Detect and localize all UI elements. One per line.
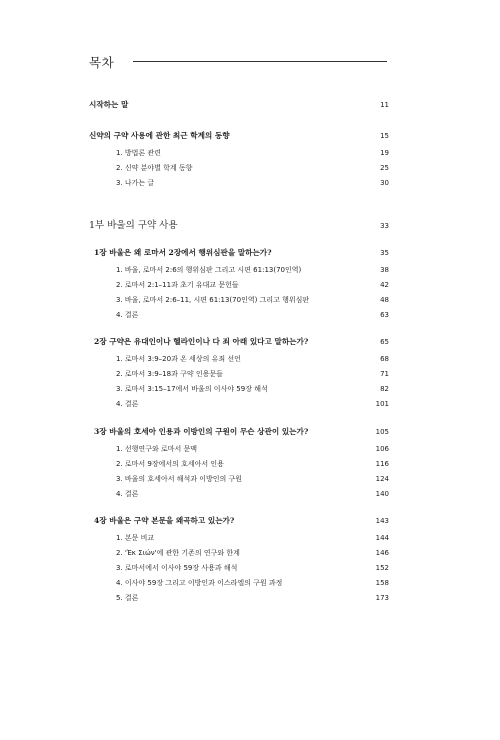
entry-label: 2. 'Ἐκ Σιών'에 관한 기존의 연구와 한계: [116, 549, 240, 557]
toc-subentry[interactable]: [116, 310, 389, 324]
entry-page: 68: [380, 355, 389, 363]
toc-subentry[interactable]: [116, 548, 389, 562]
entry-page: 65: [380, 338, 389, 346]
toc-subentry[interactable]: [116, 444, 389, 458]
toc-subentry[interactable]: [116, 178, 389, 192]
toc-entry-intro[interactable]: [89, 99, 389, 113]
toc-subentry[interactable]: [116, 593, 389, 607]
toc-subentry[interactable]: [116, 354, 389, 368]
toc-chapter-3[interactable]: [94, 426, 389, 440]
toc-subentry[interactable]: [116, 369, 389, 383]
entry-page: 30: [380, 179, 389, 187]
entry-page: 146: [375, 549, 389, 557]
entry-page: 19: [380, 149, 389, 157]
toc-subentry[interactable]: [116, 148, 389, 162]
entry-label: 2. 로마서 9장에서의 호세아서 인용: [116, 460, 224, 468]
entry-page: 42: [380, 281, 389, 289]
entry-label: 1. 바울, 로마서 2:6의 행위심판 그리고 시편 61:13(70인역): [116, 266, 302, 274]
entry-page: 38: [380, 266, 389, 274]
toc-title: 목차: [89, 55, 115, 70]
entry-label: 2. 로마서 3:9–18과 구약 인용문들: [116, 370, 223, 378]
entry-page: 48: [380, 296, 389, 304]
toc-subentry[interactable]: [116, 578, 389, 592]
entry-page: 124: [375, 475, 389, 483]
entry-page: 106: [375, 445, 389, 453]
title-rule: [133, 61, 387, 62]
toc-entry-survey[interactable]: [89, 130, 389, 144]
toc-subentry[interactable]: [116, 474, 389, 488]
entry-page: 144: [375, 534, 389, 542]
entry-page: 63: [380, 311, 389, 319]
entry-page: 140: [375, 490, 389, 498]
entry-page: 158: [375, 579, 389, 587]
entry-page: 33: [380, 222, 389, 230]
entry-page: 35: [380, 249, 389, 257]
toc-subentry[interactable]: [116, 533, 389, 547]
entry-label: 1. 선행연구와 로마서 문맥: [116, 445, 197, 453]
toc-subentry[interactable]: [116, 265, 389, 279]
entry-label: 시작하는 말: [89, 100, 129, 109]
toc-subentry[interactable]: [116, 280, 389, 294]
entry-page: 15: [380, 132, 389, 140]
entry-page: 25: [380, 164, 389, 172]
entry-label: 3. 로마서에서 이사야 59장 사용과 해석: [116, 564, 238, 572]
toc-chapter-1[interactable]: [94, 247, 389, 261]
entry-page: 11: [380, 101, 389, 109]
chapter-label: 2장 구약은 유대인이나 헬라인이나 다 죄 아래 있다고 말하는가?: [94, 337, 309, 346]
entry-label: 3. 로마서 3:15–17에서 바울의 이사야 59장 해석: [116, 385, 268, 393]
entry-label: 신약의 구약 사용에 관한 최근 학계의 동향: [89, 131, 230, 140]
entry-page: 116: [375, 460, 389, 468]
chapter-label: 3장 바울의 호세아 인용과 이방인의 구원이 무슨 상관이 있는가?: [94, 427, 309, 436]
entry-label: 3. 바울, 로마서 2:6–11, 시편 61:13(70인역) 그리고 행위심판: [116, 296, 310, 304]
entry-label: 4. 결론: [116, 400, 139, 408]
entry-label: 4. 이사야 59장 그리고 이방인과 이스라엘의 구원 과정: [116, 579, 283, 587]
toc-chapter-4[interactable]: [94, 515, 389, 529]
entry-label: 1. 로마서 3:9–20과 온 세상의 유죄 선언: [116, 355, 241, 363]
entry-label: 4. 결론: [116, 490, 139, 498]
entry-page: 71: [380, 370, 389, 378]
toc-subentry[interactable]: [116, 459, 389, 473]
entry-label: 2. 로마서 2:1–11과 초기 유대교 문헌들: [116, 281, 239, 289]
entry-label: 1. 본문 비교: [116, 534, 155, 542]
toc-chapter-2[interactable]: [94, 336, 389, 350]
entry-label: 3. 바울의 호세아서 해석과 이방인의 구원: [116, 475, 242, 483]
toc-subentry[interactable]: [116, 295, 389, 309]
entry-page: 152: [375, 564, 389, 572]
toc-subentry[interactable]: [116, 489, 389, 503]
toc-part-1[interactable]: [89, 217, 389, 231]
entry-page: 105: [375, 428, 389, 436]
entry-page: 101: [375, 400, 389, 408]
chapter-label: 4장 바울은 구약 본문을 왜곡하고 있는가?: [94, 516, 235, 525]
entry-label: 1. 방법론 관련: [116, 149, 161, 157]
toc-subentry[interactable]: [116, 163, 389, 177]
entry-label: 3. 나가는 글: [116, 179, 155, 187]
entry-label: 4. 결론: [116, 311, 139, 319]
toc-subentry[interactable]: [116, 399, 389, 413]
entry-page: 143: [375, 517, 389, 525]
entry-label: 2. 신약 분야별 학계 동향: [116, 164, 193, 172]
chapter-label: 1장 바울은 왜 로마서 2장에서 행위심판을 말하는가?: [94, 248, 272, 257]
toc-subentry[interactable]: [116, 384, 389, 398]
entry-label: 5. 결론: [116, 594, 139, 602]
toc-subentry[interactable]: [116, 563, 389, 577]
part-label: 1부 바울의 구약 사용: [89, 220, 178, 231]
entry-page: 173: [375, 594, 389, 602]
entry-page: 82: [380, 385, 389, 393]
